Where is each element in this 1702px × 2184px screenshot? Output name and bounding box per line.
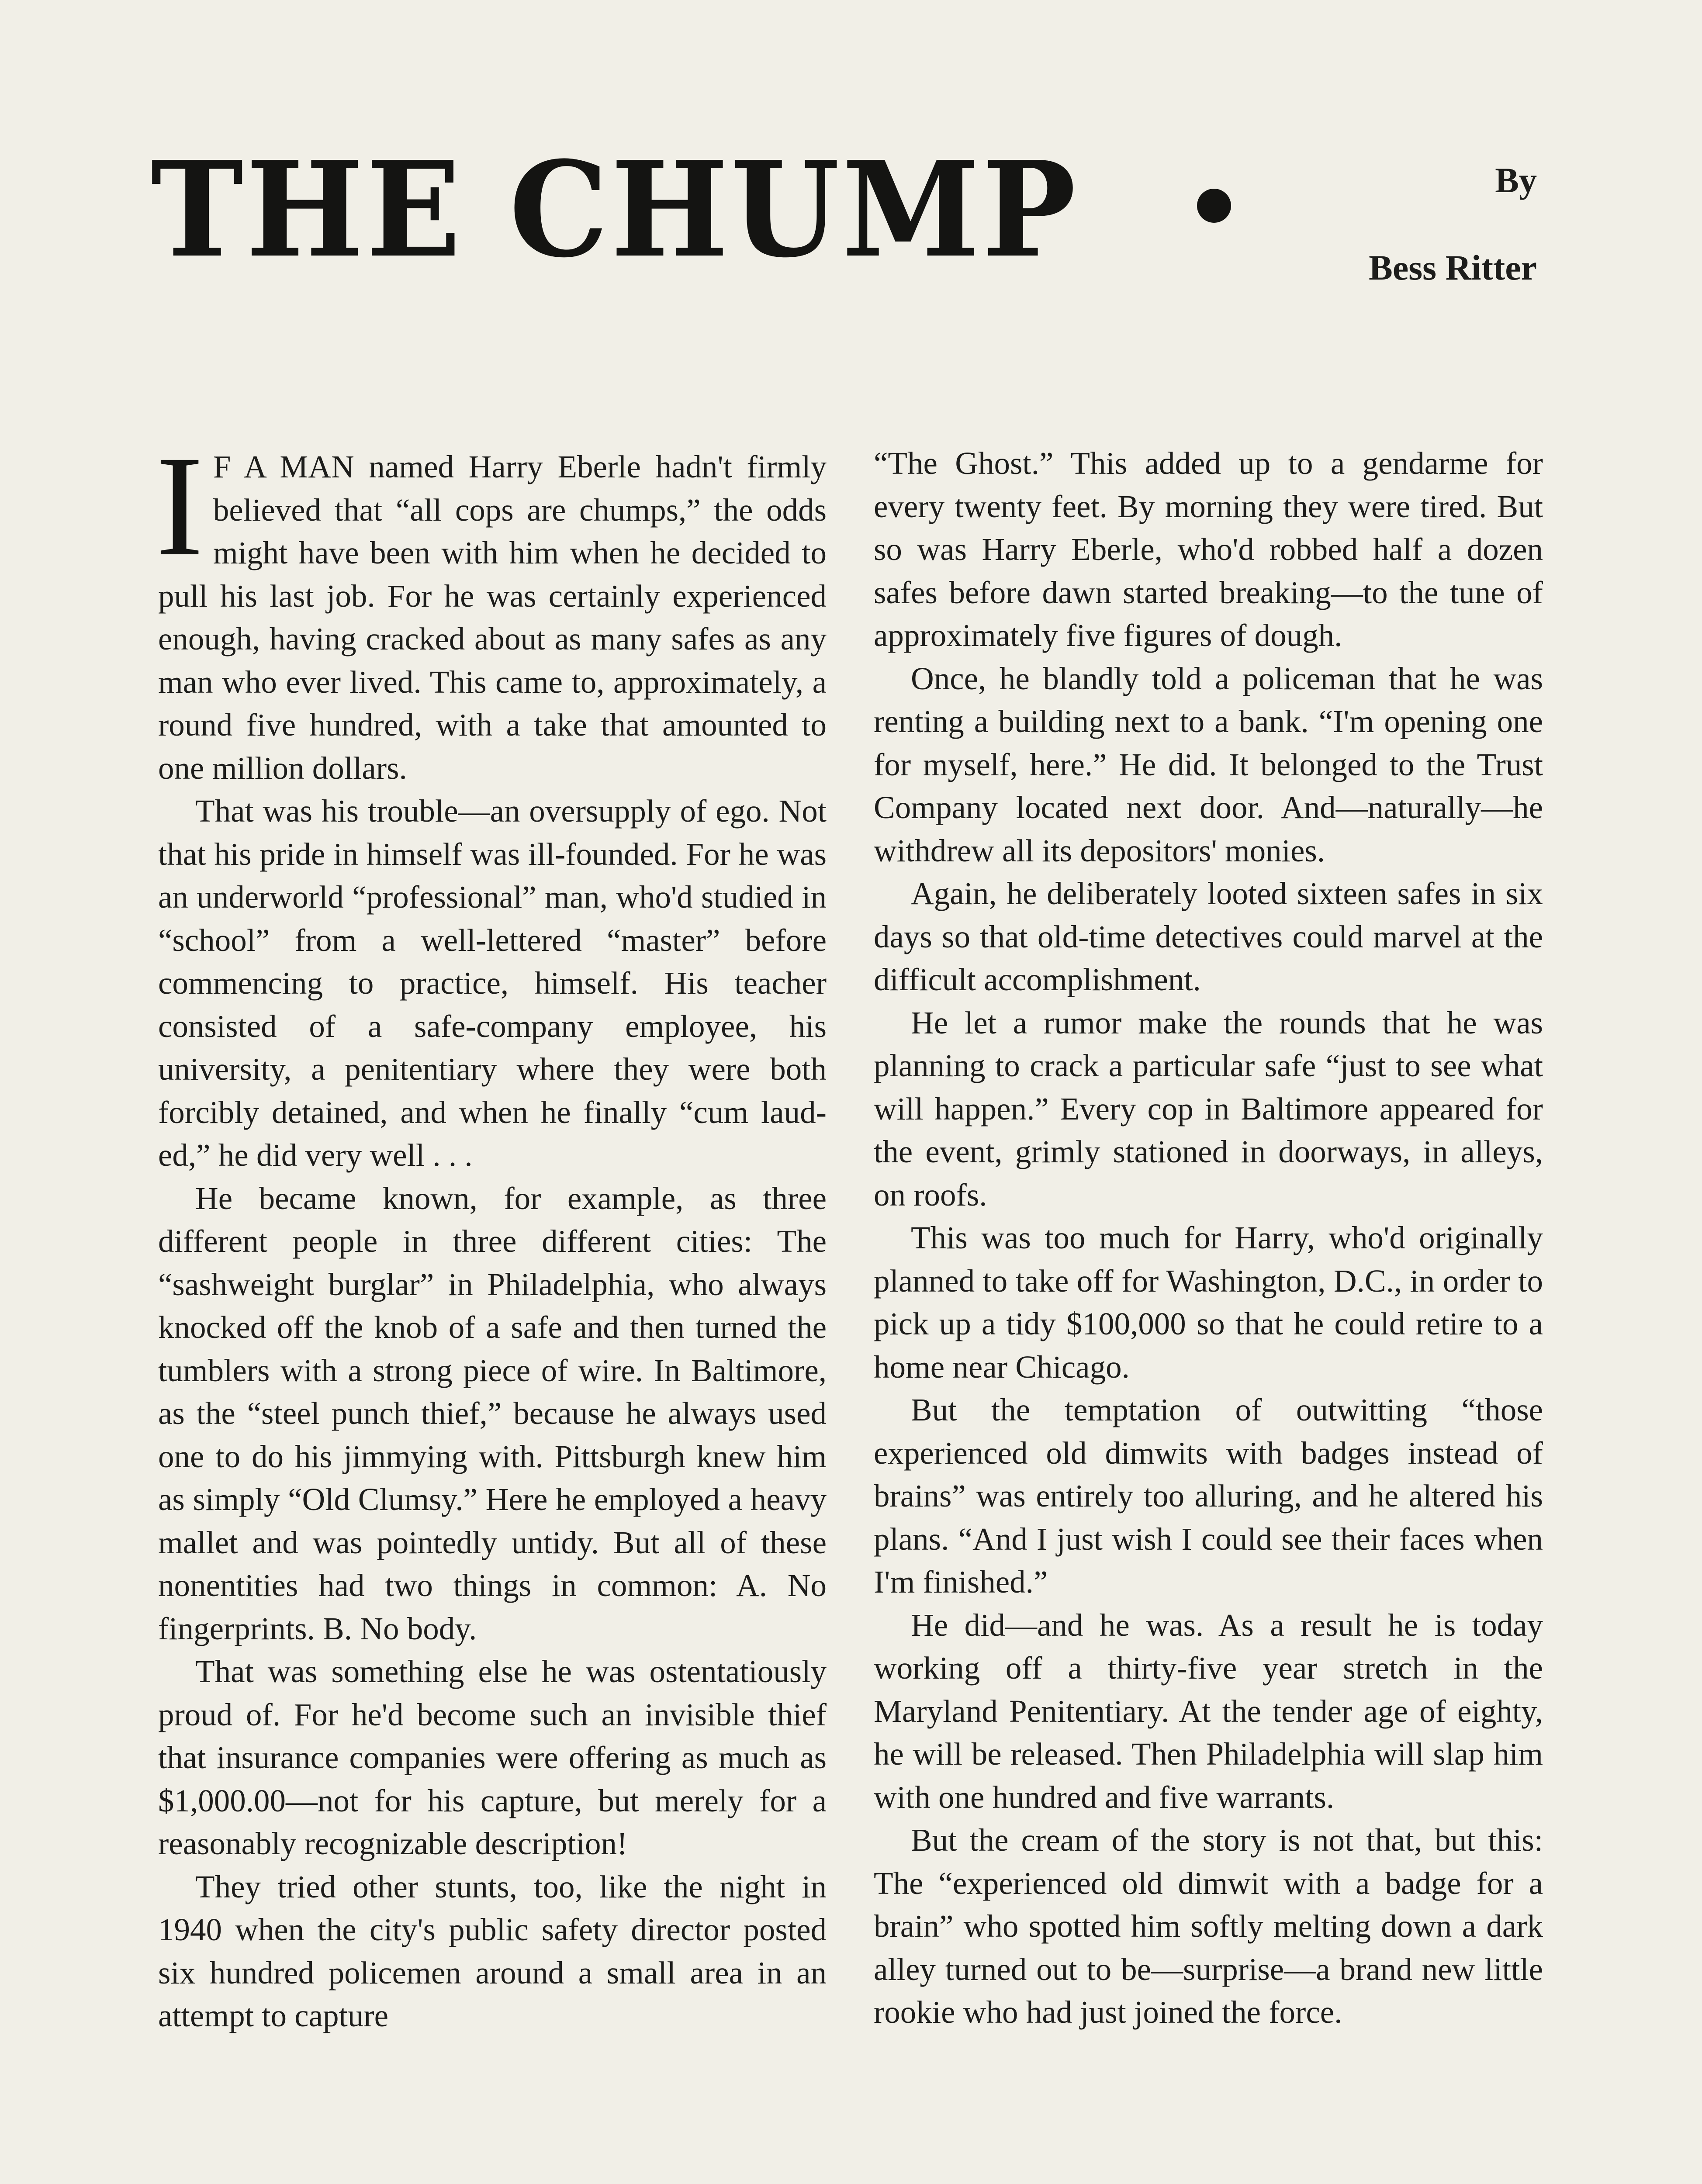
article-title: THE CHUMP bbox=[151, 132, 1079, 287]
article-paragraph: He let a rumor make the rounds that he was planning to crack a particular safe “just to see what will happen.” Every cop in Baltimore appeared for the event, grimly stationed in doorways, in alleys, on roofs. bbox=[874, 1005, 1543, 1213]
article-paragraph: He did—and he was. As a result he is today working off a thirty-five year stretch in the Maryland Penitentiary. At the tender age of eighty, he will be released. Then Philadelphia will slap him with one hundred and five warrants. bbox=[874, 1607, 1543, 1815]
article-paragraph: That was something else he was ostentatiously proud of. For he'd become such an invisible thief that insurance companies were offering as much as $1,000.00—not for his capture, but merely for a reasonably recognizable description! bbox=[158, 1654, 827, 1861]
article-column-right bbox=[874, 442, 1543, 2034]
article-paragraph: “The Ghost.” This added up to a gendarme for every twenty feet. By morning they were tired. But so was Harry Eberle, who'd robbed half a dozen safes before dawn started breaking—to the tune of approximately five figures of dough. bbox=[874, 446, 1543, 653]
lead-text: F A MAN named Harry Eberle hadn't firmly believed that “all cops are chumps,” the odds might have been with him when he decided to pull his last job. For he was certainly experienced enough, having cracked about as many safes as any man who ever lived. This came to, approximately, a round five hundred, with a take that amounted to one million dollars. bbox=[158, 449, 827, 786]
article-paragraph: But the temptation of outwitting “those experienced old dimwits with badges instead of brains” was entirely too alluring, and he altered his plans. “And I just wish I could see their faces when I'm finished.” bbox=[874, 1392, 1543, 1600]
article-paragraph: But the cream of the story is not that, but this: The “experienced old dimwit with a badge for a brain” who spotted him softly melting down a dark alley turned out to be—surprise—a brand new little rookie who had just joined the force. bbox=[874, 1822, 1543, 2030]
article-column-left bbox=[156, 426, 827, 2038]
article-paragraph: They tried other stunts, too, like the night in 1940 when the city's public safety director posted six hundred policemen around a small area in an attempt to capture bbox=[158, 1869, 827, 2033]
article-paragraph: This was too much for Harry, who'd originally planned to take off for Washington, D.C., in order to pick up a tidy $100,000 so that he could retire to a home near Chicago. bbox=[874, 1220, 1543, 1385]
article-paragraph: That was his trouble—an oversupply of ego. Not that his pride in himself was ill-founded. For he was an underworld “professional” man, who'd studied in “school” from a well-lettered “master” before commencing to practice, himself. His teacher consisted of a safe-company employee, his university, a penitentiary where they were both forcibly detained, and when he finally “cum laud-ed,” he did very well . . . bbox=[158, 793, 827, 1173]
article-paragraph: He became known, for example, as three different people in three different cities: The “sashweight burglar” in Philadelphia, who always knocked off the knob of a safe and then turned the tumblers with a strong piece of wire. In Baltimore, as the “steel punch thief,” because he always used one to do his jimmying with. Pittsburgh knew him as simply “Old Clumsy.” Here he employed a heavy mallet and was pointedly untidy. But all of these nonentities had two things in common: A. No fingerprints. B. No body. bbox=[158, 1180, 827, 1646]
title-bullet-icon bbox=[1197, 189, 1231, 223]
article-paragraph: Again, he deliberately looted sixteen safes in six days so that old-time detectives could marvel at the difficult accomplishment. bbox=[874, 876, 1543, 997]
article-paragraph bbox=[156, 426, 827, 790]
byline-author: Bess Ritter bbox=[1369, 248, 1537, 287]
drop-cap: I bbox=[156, 426, 204, 586]
article-paragraph: Once, he blandly told a policeman that he was renting a building next to a bank. “I'm opening one for myself, here.” He did. It belonged to the Trust Company located next door. And—naturally—he withdrew all its depositors' monies. bbox=[874, 660, 1543, 868]
byline-by: By bbox=[1495, 160, 1537, 200]
